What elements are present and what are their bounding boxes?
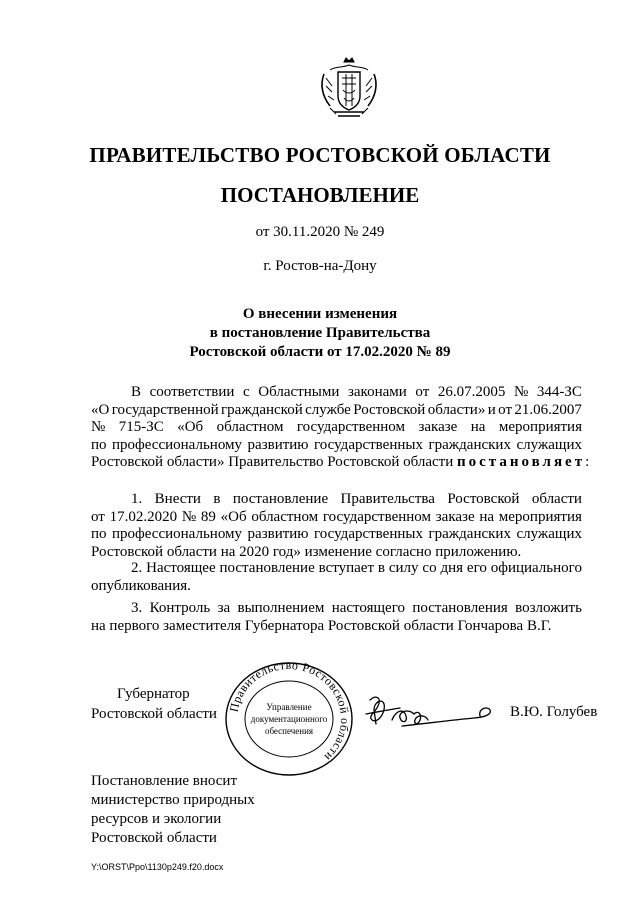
handwritten-signature <box>362 690 498 736</box>
word: заказе <box>418 419 458 435</box>
word: от <box>91 508 105 525</box>
text-line <box>91 600 582 618</box>
word: на <box>479 508 495 525</box>
coat-of-arms-icon <box>316 56 382 122</box>
subject-line: Ростовской области от 17.02.2020 № 89 <box>189 344 451 360</box>
word: области» <box>427 401 486 418</box>
word: настоящего <box>331 600 405 616</box>
item-1-paragraph <box>91 491 582 561</box>
governor-name: В.Ю. Голубев <box>510 704 598 720</box>
subject-line: О внесении изменения <box>242 306 398 322</box>
word: областном <box>251 508 319 525</box>
word: профессиональному <box>112 526 243 542</box>
document-subject <box>0 305 640 362</box>
word: Внести <box>154 491 201 507</box>
word: заказе <box>435 508 475 525</box>
word: постановления <box>412 600 508 616</box>
text-line <box>91 509 582 527</box>
word: 89 <box>200 508 216 525</box>
word: государственной <box>111 401 219 418</box>
word: его <box>466 560 487 576</box>
word: в <box>377 560 385 576</box>
word: 344-ЗС <box>536 384 582 400</box>
word: развитию <box>247 526 309 542</box>
introduced-by-line: ресурсов и экологии <box>91 811 222 827</box>
word: профессиональному <box>112 436 243 453</box>
word: 2. <box>131 560 143 576</box>
word: гражданской <box>221 401 303 418</box>
word: государственном <box>296 419 405 435</box>
introduced-by-line: Ростовской области <box>91 830 217 846</box>
text-line: опубликования. <box>91 577 191 594</box>
text-line: на первого заместителя Губернатора Ростовской области Гончарова В.Г. <box>91 617 552 634</box>
word: Контроль <box>149 600 211 616</box>
introduced-by <box>91 772 255 848</box>
word: 26.07.2005 <box>437 384 506 400</box>
word: № <box>181 508 197 525</box>
word: возложить <box>515 600 582 616</box>
text-line <box>91 402 582 420</box>
government-name: ПРАВИТЕЛЬСТВО РОСТОВСКОЙ ОБЛАСТИ <box>89 143 551 167</box>
word: по <box>91 526 107 542</box>
text-line <box>91 454 590 472</box>
text-line: Ростовской области на 2020 год» изменение согласно приложению. <box>91 543 522 560</box>
text-line <box>91 526 582 544</box>
word: государственных <box>314 436 423 453</box>
word: по <box>91 436 107 453</box>
introduced-by-line: министерство природных <box>91 792 255 808</box>
word: от <box>498 401 513 418</box>
word: мероприятия <box>498 419 582 435</box>
item-3-paragraph <box>91 600 582 635</box>
stamp-center-line: Управление <box>266 702 312 712</box>
subject-line: в постановление Правительства <box>209 325 431 341</box>
word: выполнением <box>237 600 325 616</box>
text-line <box>91 419 582 437</box>
word: служащих <box>516 436 582 453</box>
word: за <box>217 600 231 616</box>
word: областном <box>216 419 284 435</box>
word: соответствии <box>149 384 235 400</box>
city: г. Ростов-на-Дону <box>263 258 377 274</box>
official-stamp <box>222 660 356 778</box>
word: со <box>422 560 437 576</box>
stamp-center-line: документационного <box>250 714 328 724</box>
word: 17.02.2020 <box>109 508 178 525</box>
word: службе <box>305 401 351 418</box>
word: официального <box>490 560 582 576</box>
word: от <box>415 384 430 400</box>
text-segment: : <box>585 454 590 470</box>
word: № <box>91 419 106 435</box>
word: мероприятия <box>498 508 582 525</box>
word: вступает <box>318 560 375 576</box>
word: развитию <box>247 436 309 453</box>
word: гражданских <box>428 436 511 453</box>
stamp-ring-text: Правительство Ростовской области <box>226 660 353 765</box>
word: Правительства <box>340 491 435 507</box>
word: постановление <box>232 491 329 507</box>
word: государственных <box>314 526 423 542</box>
word: Областными <box>258 384 340 400</box>
text-line <box>91 491 582 509</box>
word: «Об <box>177 419 204 435</box>
word: Ростовской <box>353 401 426 418</box>
word: В <box>131 384 142 400</box>
text-line <box>91 560 582 578</box>
text-line <box>91 437 582 455</box>
word: 1. <box>131 491 143 507</box>
word: № <box>513 384 529 400</box>
word: служащих <box>516 526 582 542</box>
word: с <box>243 384 250 400</box>
word: постановление <box>219 560 315 576</box>
text-line <box>91 384 582 402</box>
word: гражданских <box>428 526 511 542</box>
word: «О <box>91 401 110 418</box>
document-type: ПОСТАНОВЛЕНИЕ <box>220 183 420 207</box>
governor-title-line: Губернатор <box>117 686 190 702</box>
stamp-center-line: обеспечения <box>264 726 314 736</box>
governor-title <box>91 684 231 724</box>
word: области <box>531 491 582 507</box>
word: Ростовской <box>447 491 520 507</box>
item-2-paragraph <box>91 560 582 595</box>
word: дня <box>440 560 464 576</box>
word: 3. <box>131 600 143 616</box>
word: 715-ЗС <box>118 419 164 435</box>
word: Настоящее <box>146 560 216 576</box>
word: законами <box>347 384 407 400</box>
file-path: Y:\ORST\Ppo\1130p249.f20.docx <box>91 862 224 872</box>
word: на <box>470 419 486 435</box>
governor-title-line: Ростовской области <box>91 706 217 722</box>
word: в <box>213 491 221 507</box>
preamble-paragraph <box>91 384 590 472</box>
introduced-by-line: Постановление вносит <box>91 773 238 789</box>
word: и <box>487 401 496 418</box>
resolution-keyword: постановляет <box>457 454 586 470</box>
word: государственном <box>322 508 431 525</box>
text-segment: Ростовской области» Правительство Ростовской области <box>91 454 454 470</box>
word: 21.06.2007 <box>514 401 582 418</box>
word: «Об <box>220 508 247 525</box>
date-number: от 30.11.2020 № 249 <box>255 224 385 240</box>
word: силу <box>388 560 419 576</box>
